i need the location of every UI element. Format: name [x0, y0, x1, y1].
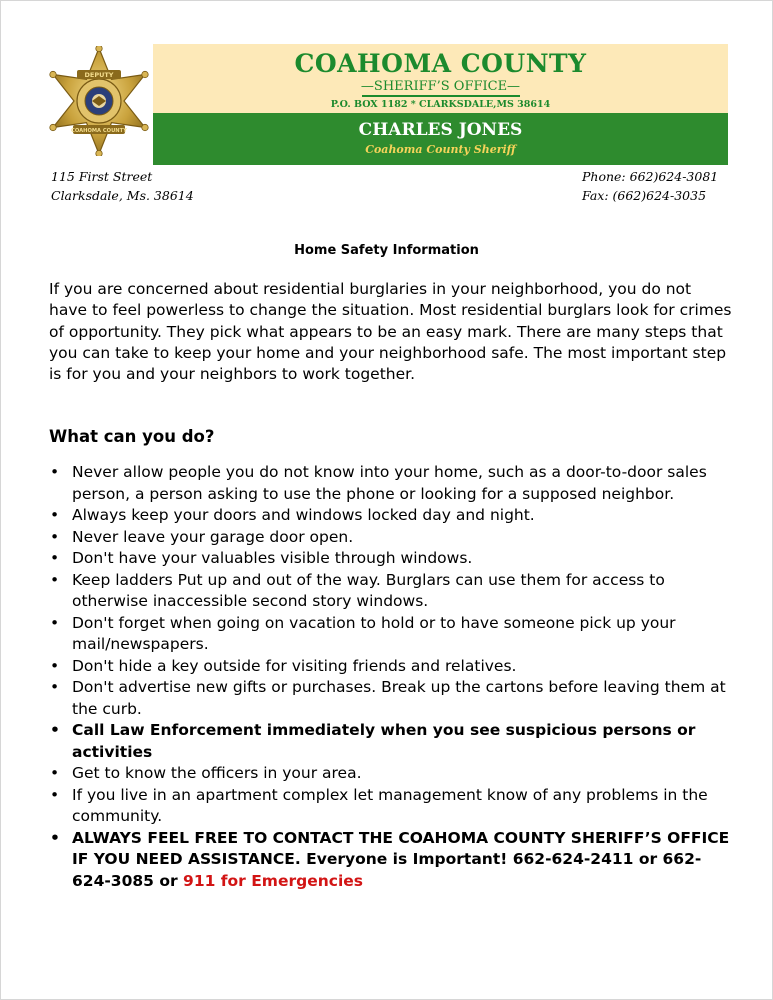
- list-item: • Don't hide a key outside for visiting friends and relatives.: [49, 656, 734, 678]
- county-name: COAHOMA COUNTY: [294, 49, 587, 78]
- emergency-number: 911 for Emergencies: [183, 871, 363, 890]
- list-item: • Get to know the officers in your area.: [49, 763, 734, 785]
- list-item: • Keep ladders Put up and out of the way. Burglars can use them for access to otherwise inaccessible second story windows.: [49, 570, 734, 613]
- list-item: • Don't advertise new gifts or purchases. Break up the cartons before leaving them at the curb.: [49, 677, 734, 720]
- badge-text-top: DEPUTY: [84, 71, 114, 79]
- contact-phone: Phone: 662)624-3081: [582, 169, 719, 184]
- document-title: Home Safety Information: [294, 243, 479, 258]
- intro-paragraph: If you are concerned about residential burglaries in your neighborhood, you do not have to feel powerless to change the situation. Most residential burglars look for crimes of opportunity. They pick what appears to be an easy mark. There are many steps that you can take to keep your home and your neighborhood safe. The most important step is for you and your neighbors to work together.: [49, 280, 732, 384]
- office-underline: [362, 95, 520, 97]
- list-item: • Never leave your garage door open.: [49, 527, 734, 549]
- sheriff-badge-icon: [44, 46, 154, 156]
- section-heading: What can you do?: [49, 427, 215, 446]
- list-item: • Don't have your valuables visible through windows.: [49, 548, 734, 570]
- list-item: • If you live in an apartment complex let management know of any problems in the community.: [49, 785, 734, 828]
- address-city: Clarksdale, Ms. 38614: [51, 188, 194, 203]
- po-box: P.O. BOX 1182 * CLARKSDALE,MS 38614: [330, 99, 551, 110]
- contact-phone-numbers: 662-624-2411 or 662-624-3085 or: [72, 850, 702, 890]
- badge-text-bottom: COAHOMA COUNTY: [71, 128, 127, 134]
- list-item-call-law-enforcement: • Call Law Enforcement immediately when you see suspicious persons or activities: [49, 720, 734, 763]
- contact-sheriff-text: ALWAYS FEEL FREE TO CONTACT THE COAHOMA COUNTY SHERIFF’S OFFICE IF YOU NEED ASSISTANCE. Everyone is Important!: [72, 828, 730, 868]
- sheriff-title: Coahoma County Sheriff: [365, 143, 516, 156]
- contact-fax: Fax: (662)624-3035: [582, 188, 707, 203]
- list-item-contact-sheriff: [49, 828, 734, 893]
- address-street: 115 First Street: [51, 169, 153, 184]
- office-name: —SHERIFF’S OFFICE—: [360, 79, 521, 94]
- sheriff-name: CHARLES JONES: [358, 120, 523, 140]
- office-address: [51, 167, 194, 205]
- list-item: • Always keep your doors and windows locked day and night.: [49, 505, 734, 527]
- list-item: • Never allow people you do not know into your home, such as a door-to-door sales person, a person asking to use the phone or looking for a supposed neighbor.: [49, 462, 734, 505]
- list-item: • Don't forget when going on vacation to hold or to have someone pick up your mail/newspapers.: [49, 613, 734, 656]
- office-contact: [582, 167, 718, 205]
- letterhead-banner-bottom: [153, 113, 728, 165]
- safety-tips-list: [49, 462, 734, 892]
- letterhead-banner-top: [153, 44, 728, 113]
